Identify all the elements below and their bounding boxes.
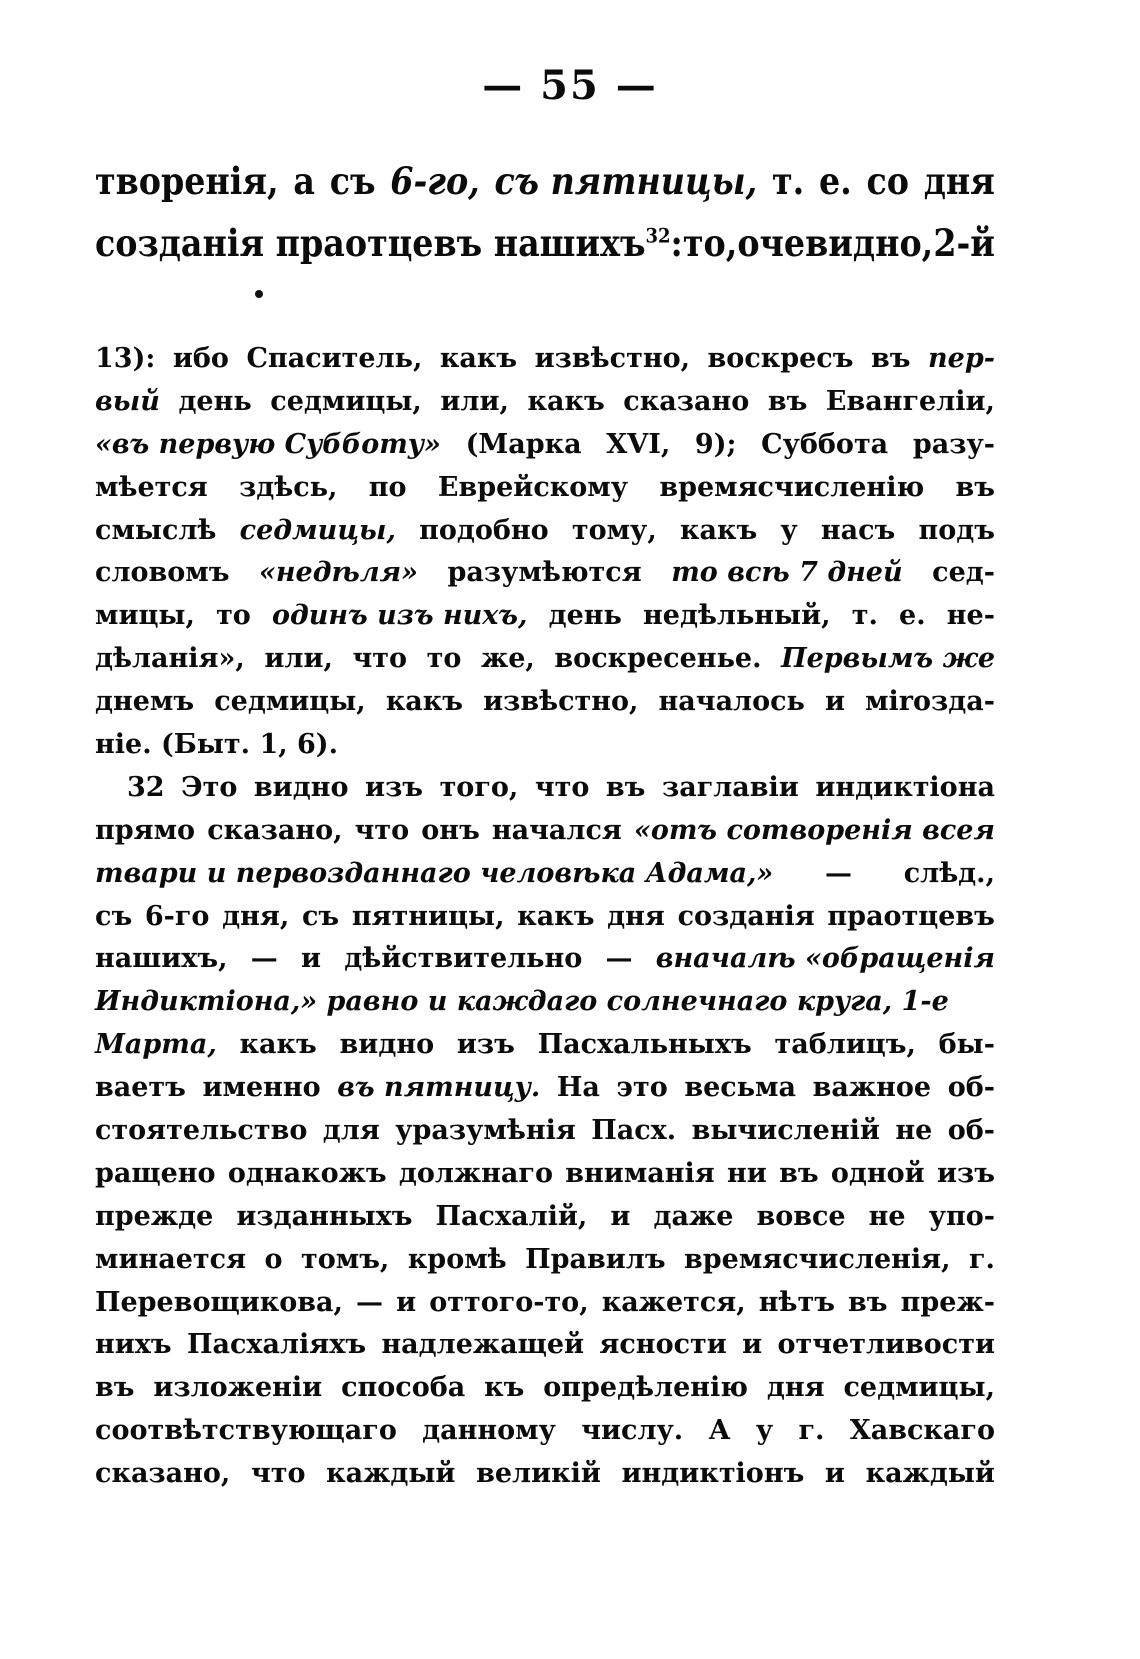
footnote-word: Пасх.	[591, 1115, 677, 1147]
footnote-word: мицы,	[95, 600, 195, 632]
footnote-word: твари и первозданнаго человѣка Адама,»	[95, 857, 774, 889]
footnote-word: праотцевъ	[827, 900, 995, 932]
footnote-word: изъ	[456, 1029, 515, 1061]
footnote-word: же,	[480, 643, 535, 675]
footnote-word: не	[895, 1115, 933, 1147]
footnote-word: ваетъ	[95, 1072, 186, 1104]
main-text-word: 2-й	[933, 221, 995, 265]
footnote-word: то всѣ 7 дней	[671, 557, 903, 589]
footnote-word: день	[548, 600, 622, 632]
main-text-line-1	[95, 148, 995, 214]
footnote-word: «въ первую Субботу»	[95, 428, 441, 460]
footnote-word: словомъ	[95, 557, 230, 589]
footnote-word: ясности	[599, 1329, 727, 1361]
footnote-word: XVI,	[606, 428, 671, 460]
footnote-word: Индиктіона,» равно и каждаго солнечнаго круга, 1-е	[95, 986, 949, 1018]
footnote-word: пер-	[928, 343, 995, 374]
footnote-reference-32: 32	[645, 223, 671, 248]
footnote-word: не	[868, 1200, 906, 1232]
footnote-word: 13):	[95, 343, 156, 374]
main-text-word: дня	[923, 159, 995, 203]
footnote-word: мѣется	[95, 471, 208, 503]
footnote-word: седмицы,	[270, 385, 422, 417]
footnote-word: и	[742, 1329, 763, 1361]
footnote-word: —	[356, 1286, 383, 1318]
footnote-word: заглавіи	[661, 771, 799, 803]
footnote-word: или,	[264, 643, 333, 675]
footnote-word: 32	[127, 771, 165, 803]
footnote-word: данному	[422, 1415, 556, 1447]
footnote-word: ніе. (Быт. 1, 6).	[95, 729, 338, 761]
footnote-word: о	[264, 1243, 283, 1275]
footnote-word: «недѣля»	[258, 557, 418, 589]
footnote-line	[95, 724, 995, 767]
footnote-line	[95, 510, 995, 553]
footnote-word: одной	[830, 1157, 925, 1189]
footnote-word: онъ	[421, 814, 480, 846]
footnote-word: нѣтъ	[758, 1286, 835, 1318]
footnote-line	[95, 1110, 995, 1153]
footnote-word: то	[426, 643, 462, 675]
footnote-word: днемъ	[95, 686, 195, 718]
footnote-word: именно	[202, 1072, 321, 1104]
footnote-word: г.	[968, 1243, 995, 1275]
footnote-line	[95, 1282, 995, 1325]
footnote-word: об-	[947, 1115, 995, 1147]
footnote-word: Первымъ же	[781, 643, 995, 675]
footnote-word: ибо	[172, 343, 229, 374]
footnote-word: тому,	[571, 514, 657, 546]
footnote-word: что	[534, 771, 590, 803]
footnote-word: об-	[947, 1072, 995, 1104]
footnote-word: началось	[658, 686, 805, 718]
footnote-word: Это	[181, 771, 238, 803]
footnote-word: кромѣ	[407, 1243, 507, 1275]
footnote-word: и	[824, 1458, 845, 1490]
footnote-word: 9);	[694, 428, 737, 460]
main-text-line-2-start	[95, 210, 683, 276]
footnote-word: Суббота	[761, 428, 889, 460]
footnote-line	[95, 1453, 995, 1496]
footnote-word: въ пятницу.	[337, 1072, 541, 1104]
footnote-word: къ	[484, 1372, 525, 1404]
footnote-word: дѣйствительно	[344, 943, 583, 975]
footnote-word: вовсе	[756, 1200, 846, 1232]
footnote-word: нихъ	[95, 1329, 172, 1361]
footnote-word: созданія	[677, 900, 815, 932]
footnote-word: какъ	[517, 900, 595, 932]
footnote-word: здѣсь,	[239, 471, 338, 503]
footnote-word: изъ	[936, 1157, 995, 1189]
footnote-word: въ	[779, 1157, 819, 1189]
footnote-word: начался	[491, 814, 622, 846]
main-text-word: 6-го,	[390, 159, 480, 203]
footnote-word: что	[354, 814, 410, 846]
footnote-word: у	[755, 1415, 774, 1447]
footnote-line	[95, 810, 995, 853]
footnote-word: то	[216, 600, 251, 632]
footnote-word: нашихъ,	[95, 943, 228, 975]
footnote-line	[95, 767, 995, 810]
footnote-line	[95, 1067, 995, 1110]
footnote-word: Марта,	[95, 1029, 217, 1061]
footnote-word: недѣльный,	[643, 600, 831, 632]
footnotes-block	[95, 338, 995, 1496]
footnote-word: т.	[851, 600, 878, 632]
footnote-word: ращено	[95, 1157, 216, 1189]
footnote-word: должнаго	[398, 1157, 553, 1189]
footnote-word: какъ	[439, 343, 518, 374]
main-text-line-2	[95, 210, 995, 276]
footnote-word: ни	[727, 1157, 767, 1189]
footnote-word: дня	[766, 1372, 825, 1404]
footnote-word: оттого-то,	[429, 1286, 589, 1318]
footnote-word: таблицъ,	[774, 1029, 916, 1061]
footnote-word: въ	[871, 343, 911, 374]
footnote-word: бы-	[938, 1029, 995, 1061]
page-number: — 55 —	[482, 62, 658, 109]
footnote-word: Перевощикова,	[95, 1286, 343, 1318]
footnote-word: вниманія	[565, 1157, 715, 1189]
footnote-word: великій	[476, 1458, 601, 1490]
footnote-word: по	[368, 471, 407, 503]
footnote-word: —	[825, 857, 853, 889]
footnote-word: —	[250, 943, 278, 975]
footnote-word: дѣланія»,	[95, 643, 245, 675]
footnote-word: воскресенье.	[554, 643, 762, 675]
footnote-word: и	[610, 1200, 631, 1232]
footnote-word: каждый	[326, 1458, 456, 1490]
footnote-word: времясчисленію	[659, 471, 925, 503]
footnote-word: уразумѣнія	[395, 1115, 576, 1147]
footnote-word: —	[605, 943, 633, 975]
footnote-word: надлежащей	[381, 1329, 585, 1361]
footnote-word: что	[250, 1458, 306, 1490]
footnote-line	[95, 1367, 995, 1410]
footnote-word: способа	[341, 1372, 466, 1404]
footnote-word: извѣстно,	[483, 686, 639, 718]
footnote-word: это	[616, 1072, 668, 1104]
footnote-word: день	[178, 385, 252, 417]
main-text-word: то,	[682, 221, 738, 265]
footnote-word: сказано,	[207, 814, 343, 846]
footnote-word: одинъ изъ нихъ,	[271, 600, 528, 632]
footnote-word: (Марка	[465, 428, 582, 460]
main-text-word: съ	[329, 159, 376, 203]
footnote-word: преж-	[900, 1286, 995, 1318]
footnote-word: сказано,	[95, 1458, 231, 1490]
footnote-word: На	[556, 1072, 600, 1104]
footnote-word: томъ,	[301, 1243, 390, 1275]
footnote-word: изданныхъ	[236, 1200, 413, 1232]
footnote-word: однакожъ	[227, 1157, 387, 1189]
footnote-word: Правилъ	[525, 1243, 666, 1275]
footnote-line	[95, 1239, 995, 1282]
footnote-word: сказано	[623, 385, 750, 417]
footnote-word: каждый	[865, 1458, 995, 1490]
footnote-word: какъ	[679, 514, 758, 546]
footnote-line	[95, 638, 995, 681]
footnote-word: подобно	[419, 514, 549, 546]
footnote-word: какъ	[527, 385, 605, 417]
footnote-line	[95, 853, 995, 896]
footnote-word: Пасхальныхъ	[537, 1029, 752, 1061]
main-text-word: очевидно,	[737, 221, 934, 265]
main-text-word: т.	[771, 159, 805, 203]
footnote-word: отчетливости	[777, 1329, 995, 1361]
footnote-word: даже	[653, 1200, 734, 1232]
main-text-word: е.	[818, 159, 852, 203]
footnote-word: сед-	[932, 557, 995, 589]
footnote-line	[95, 1324, 995, 1367]
footnote-word: седмицы,	[239, 514, 396, 546]
footnote-word: съ	[301, 900, 340, 932]
footnote-word: опредѣленію	[543, 1372, 748, 1404]
footnote-word: видно	[253, 771, 349, 803]
footnote-word: прежде	[95, 1200, 214, 1232]
footnote-word: съ	[95, 900, 133, 932]
footnote-line	[95, 552, 995, 595]
footnote-word: вначалѣ «обращенія	[655, 943, 995, 975]
ink-dot-mark	[255, 290, 263, 298]
footnote-line	[95, 595, 995, 638]
footnote-word: е.	[899, 600, 926, 632]
footnote-word: весьма	[684, 1072, 796, 1104]
footnote-line	[95, 381, 995, 424]
footnote-word: дня	[607, 900, 665, 932]
footnote-word: того,	[439, 771, 519, 803]
main-text-word: съ пятницы,	[494, 159, 758, 203]
footnote-word: смыслѣ	[95, 514, 217, 546]
footnote-word: не-	[946, 600, 995, 632]
footnote-word: для	[322, 1115, 380, 1147]
footnote-word: стоятельство	[95, 1115, 308, 1147]
footnote-word: у	[780, 514, 798, 546]
footnote-word: вый	[95, 385, 160, 417]
footnote-word: въ	[955, 471, 995, 503]
footnote-line	[95, 1024, 995, 1067]
footnote-word: 6-го	[144, 900, 210, 932]
main-text-fragment: созданія праотцевъ нашихъ	[95, 221, 646, 265]
footnote-word: подъ	[918, 514, 995, 546]
main-text-word: со	[866, 159, 909, 203]
footnote-word: дня,	[222, 900, 290, 932]
footnote-word: «отъ сотворенія всея	[633, 814, 995, 846]
footnote-word: минается	[95, 1243, 247, 1275]
footnote-word: Пасхаліяхъ	[186, 1329, 367, 1361]
footnote-line	[95, 424, 995, 467]
footnote-word: разу-	[912, 428, 995, 460]
footnote-word: въ	[605, 771, 646, 803]
footnote-word: Евангеліи,	[825, 385, 995, 417]
footnote-word: какъ	[385, 686, 464, 718]
footnote-word: и	[300, 943, 322, 975]
footnote-word: извѣстно,	[534, 343, 690, 374]
footnote-word: А	[708, 1415, 731, 1447]
footnote-line	[95, 681, 995, 724]
footnote-line	[95, 981, 995, 1024]
footnote-word: Еврейскому	[437, 471, 628, 503]
footnote-line	[95, 938, 995, 981]
footnote-word: числу.	[581, 1415, 684, 1447]
footnote-word: въ	[767, 385, 808, 417]
footnote-line	[95, 467, 995, 510]
footnote-word: въ	[848, 1286, 888, 1318]
footnote-word: видно	[339, 1029, 435, 1061]
footnote-word: соотвѣтствующаго	[95, 1415, 397, 1447]
footnote-word: индиктіона	[815, 771, 995, 803]
footnote-word: важное	[812, 1072, 932, 1104]
main-text-word: а	[293, 159, 315, 203]
footnote-word: индиктіонъ	[621, 1458, 805, 1490]
main-text-word: творенія,	[95, 159, 279, 203]
footnote-word: воскресъ	[707, 343, 854, 374]
footnote-line	[95, 896, 995, 939]
footnote-word: слѣд.,	[903, 857, 995, 889]
footnote-word: Спаситель,	[246, 343, 423, 374]
footnote-word: насъ	[820, 514, 896, 546]
footnote-word: вычисленій	[691, 1115, 880, 1147]
footnote-word: и	[396, 1286, 417, 1318]
footnote-line	[95, 1196, 995, 1239]
footnote-word: изложеніи	[153, 1372, 323, 1404]
footnote-line	[95, 1410, 995, 1453]
footnote-word: или,	[440, 385, 509, 417]
footnote-word: міrозда-	[865, 686, 995, 718]
footnote-word: разумѣются	[447, 557, 642, 589]
footnote-word: въ	[95, 1372, 135, 1404]
footnote-word: что	[352, 643, 407, 675]
footnote-line	[95, 1153, 995, 1196]
footnote-word: седмицы,	[843, 1372, 995, 1404]
footnote-word: Пасхалій,	[435, 1200, 588, 1232]
footnote-word: и	[824, 686, 845, 718]
footnote-word: седмицы,	[214, 686, 366, 718]
footnote-word: времясчисленія,	[684, 1243, 951, 1275]
footnote-word: прямо	[95, 814, 196, 846]
footnote-word: какъ	[239, 1029, 317, 1061]
footnote-word: пятницы,	[351, 900, 505, 932]
footnote-line	[95, 338, 995, 381]
main-text-fragment: :	[670, 221, 683, 265]
footnote-word: изъ	[365, 771, 424, 803]
footnote-word: упо-	[928, 1200, 995, 1232]
footnote-word: кажется,	[601, 1286, 746, 1318]
footnote-word: г.	[798, 1415, 825, 1447]
footnote-word: Хавскаго	[849, 1415, 995, 1447]
